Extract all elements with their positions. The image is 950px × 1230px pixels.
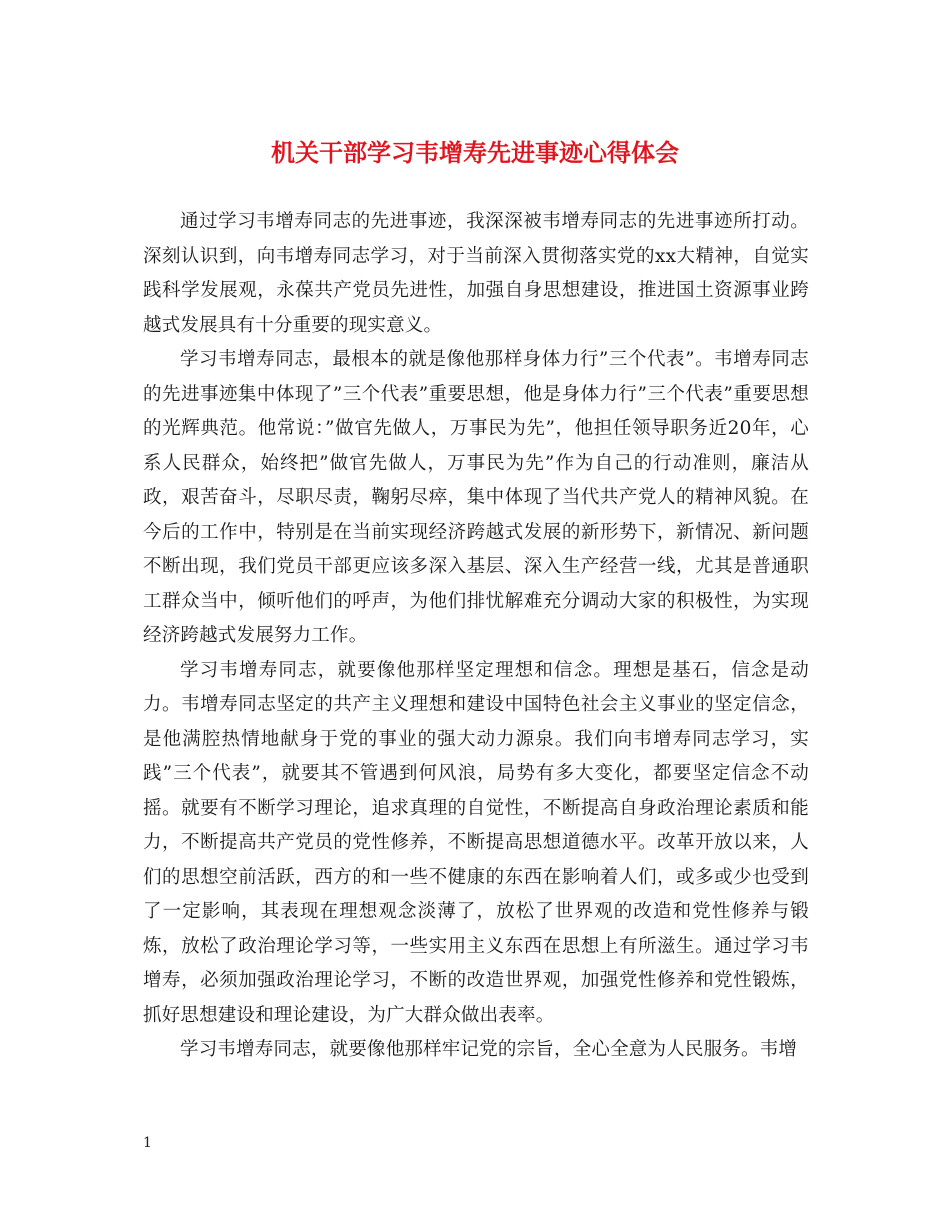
paragraph-3: 学习韦增寿同志，就要像他那样坚定理想和信念。理想是基石，信念是动力。韦增寿同志坚定的共产主义理想和建设中国特色社会主义事业的坚定信念，是他满腔热情地献身于党的事业的强大动力源泉。我们向韦增寿同志学习，实践”三个代表”，就要其不管遇到何风浪，局势有多大变化，都要坚定信念不动摇。就要有不断学习理论，追求真理的自觉性，不断提高自身政治理论素质和能力，不断提高共产党员的党性修养，不断提高思想道德水平。改革开放以来，人们的思想空前活跃，西方的和一些不健康的东西在影响着人们，或多或少也受到了一定影响，其表现在理想观念淡薄了，放松了世界观的改造和党性修养与锻炼，放松了政治理论学习等，一些实用主义东西在思想上有所滋生。通过学习韦增寿，必须加强政治理论学习，不断的改造世界观，加强党性修养和党性锻炼，抓好思想建设和理论建设，为广大群众做出表率。 — [143, 659, 809, 1026]
paragraph-2: 学习韦增寿同志，最根本的就是像他那样身体力行”三个代表”。韦增寿同志的先进事迹集中体现了”三个代表”重要思想，他是身体力行”三个代表”重要思想的光辉典范。他常说：”做官先做人，万事民为先”，他担任领导职务近20年，心系人民群众，始终把”做官先做人，万事民为先”作为自己的行动准则，廉洁从政，艰苦奋斗，尽职尽责，鞠躬尽瘁，集中体现了当代共产党人的精神风貌。在今后的工作中，特别是在当前实现经济跨越式发展的新形势下，新情况、新问题不断出现，我们党员干部更应该多深入基层、深入生产经营一线，尤其是普通职工群众当中，倾听他们的呼声，为他们排忧解难充分调动大家的积极性，为实现经济跨越式发展努力工作。 — [143, 349, 809, 646]
paragraph-4: 学习韦增寿同志，就要像他那样牢记党的宗旨，全心全意为人民服务。韦增 — [180, 1039, 798, 1060]
paragraph-1: 通过学习韦增寿同志的先进事迹，我深深被韦增寿同志的先进事迹所打动。深刻认识到，向韦增寿同志学习，对于当前深入贯彻落实党的xx大精神，自觉实践科学发展观，永葆共产党员先进性，加强自身思想建设，推进国土资源事业跨越式发展具有十分重要的现实意义。 — [143, 211, 809, 336]
document-body — [143, 205, 809, 1068]
document-title: 机关干部学习韦增寿先进事迹心得体会 — [271, 138, 679, 167]
page-number: 1 — [143, 1135, 152, 1151]
